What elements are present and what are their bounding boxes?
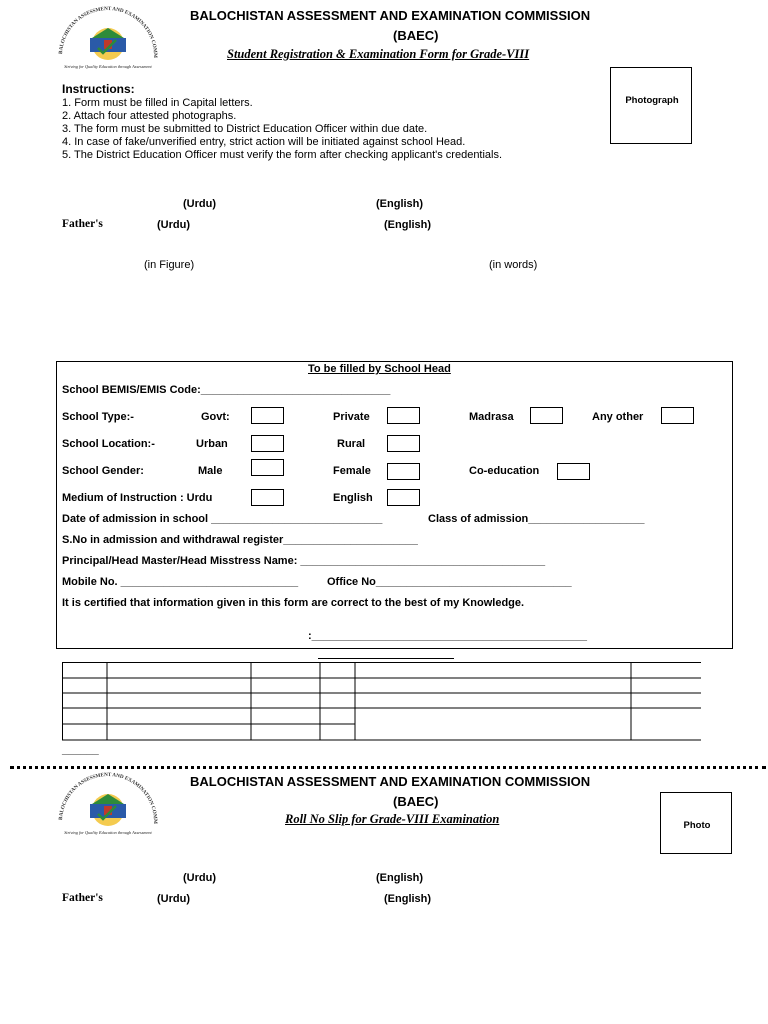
male-checkbox[interactable] xyxy=(251,459,284,476)
photograph-box[interactable] xyxy=(610,67,692,144)
cut-line xyxy=(10,766,766,769)
org-abbr: (BAEC) xyxy=(393,28,439,43)
school-type-label: School Type:- xyxy=(62,411,134,423)
medium-urdu-checkbox[interactable] xyxy=(251,489,284,506)
private-checkbox[interactable] xyxy=(387,407,420,424)
org-name: BALOCHISTAN ASSESSMENT AND EXAMINATION COMMISSION xyxy=(190,8,591,23)
bemis-code-field[interactable]: School BEMIS/EMIS Code:_______________________________ xyxy=(62,384,391,396)
baec-logo-icon xyxy=(52,770,164,840)
father-english-label: (English) xyxy=(384,219,432,231)
name-english-label: (English) xyxy=(376,198,424,210)
private-label: Private xyxy=(333,411,370,423)
instruction-item: 2. Attach four attested photographs. xyxy=(62,110,237,122)
admission-date-field[interactable]: Date of admission in school ____________________________ xyxy=(62,513,383,525)
any-other-label: Any other xyxy=(592,411,644,423)
logo-arc-text: BALOCHISTAN ASSESSMENT AND EXAMINATION COMM xyxy=(58,771,159,824)
rural-checkbox[interactable] xyxy=(387,435,420,452)
govt-label: Govt: xyxy=(201,411,230,423)
photo-label: Photo xyxy=(683,820,711,831)
school-head-heading: To be filled by School Head xyxy=(308,363,451,375)
instructions-heading: Instructions: xyxy=(62,82,135,96)
form-title: Student Registration & Examination Form for Grade-VIII xyxy=(227,47,530,61)
instruction-item: 5. The District Education Officer must verify the form after checking applicant's credentials. xyxy=(62,149,503,161)
school-gender-label: School Gender: xyxy=(62,465,144,477)
logo-tagline: Striving for Quality Education through Assessment xyxy=(64,64,152,69)
medium-label: Medium of Instruction : Urdu xyxy=(62,492,213,504)
urban-label: Urban xyxy=(196,438,228,450)
govt-checkbox[interactable] xyxy=(251,407,284,424)
slip-father-urdu-label: (Urdu) xyxy=(157,893,190,905)
instructions-list xyxy=(62,97,502,162)
table-title-underline xyxy=(318,658,454,659)
father-urdu-label: (Urdu) xyxy=(157,219,190,231)
sno-register-field[interactable]: S.No in admission and withdrawal register______________________ xyxy=(62,534,418,546)
logo-bottom xyxy=(52,770,164,840)
slip-name-urdu-label: (Urdu) xyxy=(183,872,216,884)
coed-checkbox[interactable] xyxy=(557,463,590,480)
table-footer-dash: ______ xyxy=(62,744,99,756)
female-checkbox[interactable] xyxy=(387,463,420,480)
logo-top xyxy=(52,4,164,74)
class-admission-field[interactable]: Class of admission___________________ xyxy=(428,513,645,525)
male-label: Male xyxy=(198,465,223,477)
slip-title: Roll No Slip for Grade-VIII Examination xyxy=(285,812,500,826)
madrasa-label: Madrasa xyxy=(469,411,514,423)
subjects-table xyxy=(62,662,701,742)
office-field[interactable]: Office No________________________________ xyxy=(327,576,572,588)
slip-name-english-label: (English) xyxy=(376,872,424,884)
instruction-item: 4. In case of fake/unverified entry, strict action will be initiated against school Head. xyxy=(62,136,466,148)
coed-label: Co-education xyxy=(469,465,540,477)
instruction-item: 1. Form must be filled in Capital letters. xyxy=(62,97,253,109)
madrasa-checkbox[interactable] xyxy=(530,407,563,424)
logo-arc-text: BALOCHISTAN ASSESSMENT AND EXAMINATION COMM xyxy=(58,5,159,58)
instruction-item: 3. The form must be submitted to District Education Officer within due date. xyxy=(62,123,428,135)
rural-label: Rural xyxy=(337,438,366,450)
name-urdu-label: (Urdu) xyxy=(183,198,216,210)
baec-logo-icon xyxy=(52,4,164,74)
any-other-checkbox[interactable] xyxy=(661,407,694,424)
photograph-label: Photograph xyxy=(625,95,679,106)
in-figure-label: (in Figure) xyxy=(144,259,195,271)
slip-fathers-label: Father's xyxy=(62,892,103,904)
urban-checkbox[interactable] xyxy=(251,435,284,452)
slip-father-english-label: (English) xyxy=(384,893,432,905)
principal-name-field[interactable]: Principal/Head Master/Head Misstress Name: ________________________________________ xyxy=(62,555,546,567)
slip-org-name: BALOCHISTAN ASSESSMENT AND EXAMINATION COMMISSION xyxy=(190,774,591,789)
logo-tagline: Striving for Quality Education through Assessment xyxy=(64,830,152,835)
female-label: Female xyxy=(333,465,371,477)
fathers-label: Father's xyxy=(62,218,103,230)
photo-box[interactable] xyxy=(660,792,732,854)
signature-line[interactable]: :_____________________________________________ xyxy=(308,630,587,642)
slip-org-abbr: (BAEC) xyxy=(393,794,439,809)
mobile-field[interactable]: Mobile No. _____________________________ xyxy=(62,576,299,588)
medium-english-label: English xyxy=(333,492,373,504)
school-location-label: School Location:- xyxy=(62,438,155,450)
medium-english-checkbox[interactable] xyxy=(387,489,420,506)
certification-text: It is certified that information given in this form are correct to the best of my Knowledge. xyxy=(62,597,525,609)
in-words-label: (in words) xyxy=(489,259,538,271)
